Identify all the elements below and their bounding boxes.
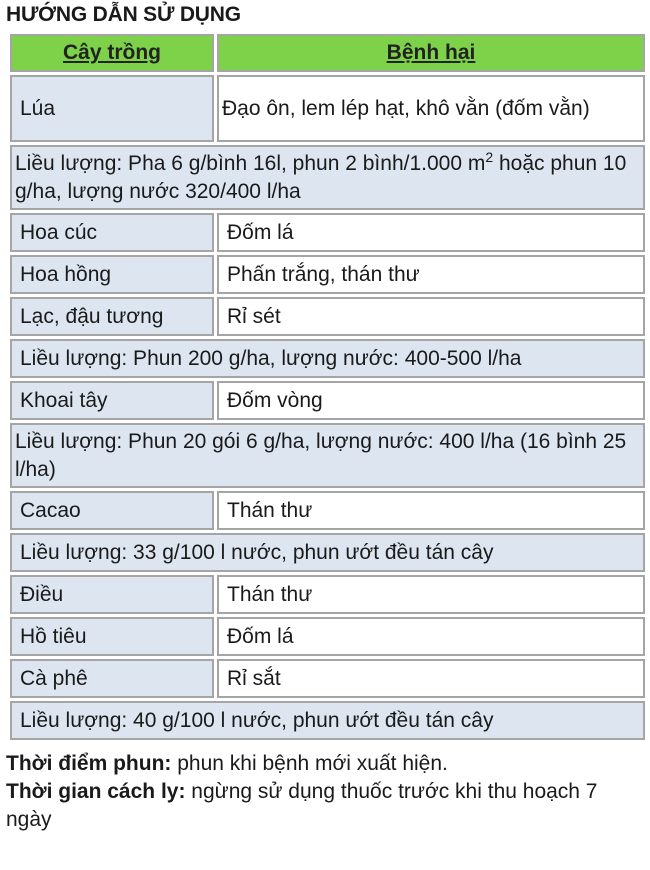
disease-cell: Rỉ sét [217, 297, 645, 336]
crop-cell: Hồ tiêu [10, 617, 214, 656]
disease-cell: Đốm lá [217, 213, 645, 252]
header-disease: Bệnh hại [217, 34, 645, 72]
dosage-cell [10, 145, 645, 210]
dosage-cell: Liều lượng: 40 g/100 l nước, phun ướt đều tán cây [10, 701, 645, 740]
table-row [10, 297, 645, 336]
crop-cell: Điều [10, 575, 214, 614]
crop-cell: Khoai tây [10, 381, 214, 420]
crop-cell: Lạc, đậu tương [10, 297, 214, 336]
crop-cell: Hoa cúc [10, 213, 214, 252]
dosage-cell: Liều lượng: Phun 20 gói 6 g/ha, lượng nước: 400 l/ha (16 bình 25 l/ha) [10, 423, 645, 488]
table-row [10, 213, 645, 252]
header-crop: Cây trồng [10, 34, 214, 72]
table-row [10, 75, 645, 142]
isolation-text: ngừng sử dụng thuốc trước khi thu hoạch 7 ngày [6, 780, 598, 831]
disease-cell: Đốm vòng [217, 381, 645, 420]
crop-cell: Lúa [10, 75, 214, 142]
dosage-row [10, 145, 645, 210]
dosage-row [10, 701, 645, 740]
table-row [10, 659, 645, 698]
usage-notes [6, 750, 636, 834]
table-row [10, 617, 645, 656]
disease-cell: Rỉ sắt [217, 659, 645, 698]
isolation-note [6, 778, 636, 834]
dosage-text: Liều lượng: Pha 6 g/bình 16l, phun 2 bình/1.000 m [15, 151, 486, 175]
table-row [10, 575, 645, 614]
table-row [10, 255, 645, 294]
page-title: HƯỚNG DẪN SỬ DỤNG [6, 3, 241, 26]
disease-cell: Thán thư [217, 491, 645, 530]
crop-cell: Cacao [10, 491, 214, 530]
crop-cell: Hoa hồng [10, 255, 214, 294]
crop-cell: Cà phê [10, 659, 214, 698]
spray-time-text: phun khi bệnh mới xuất hiện. [171, 752, 448, 775]
spray-time-label: Thời điểm phun: [6, 752, 172, 775]
usage-table [7, 31, 648, 743]
dosage-superscript: 2 [485, 148, 494, 165]
dosage-text-continued: hoặc phun 10 g/ha, lượng nước 320/400 l/ha [15, 151, 627, 203]
table-row [10, 381, 645, 420]
table-header-row [10, 34, 645, 72]
table-row [10, 491, 645, 530]
dosage-row [10, 339, 645, 378]
disease-cell: Đạo ôn, lem lép hạt, khô vằn (đốm vằn) [217, 75, 645, 142]
isolation-label: Thời gian cách ly: [6, 780, 186, 803]
disease-cell: Thán thư [217, 575, 645, 614]
dosage-row [10, 533, 645, 572]
disease-cell: Đốm lá [217, 617, 645, 656]
spray-time-note [6, 750, 636, 778]
dosage-cell: Liều lượng: 33 g/100 l nước, phun ướt đều tán cây [10, 533, 645, 572]
disease-cell: Phấn trắng, thán thư [217, 255, 645, 294]
dosage-row [10, 423, 645, 488]
dosage-cell: Liều lượng: Phun 200 g/ha, lượng nước: 400-500 l/ha [10, 339, 645, 378]
